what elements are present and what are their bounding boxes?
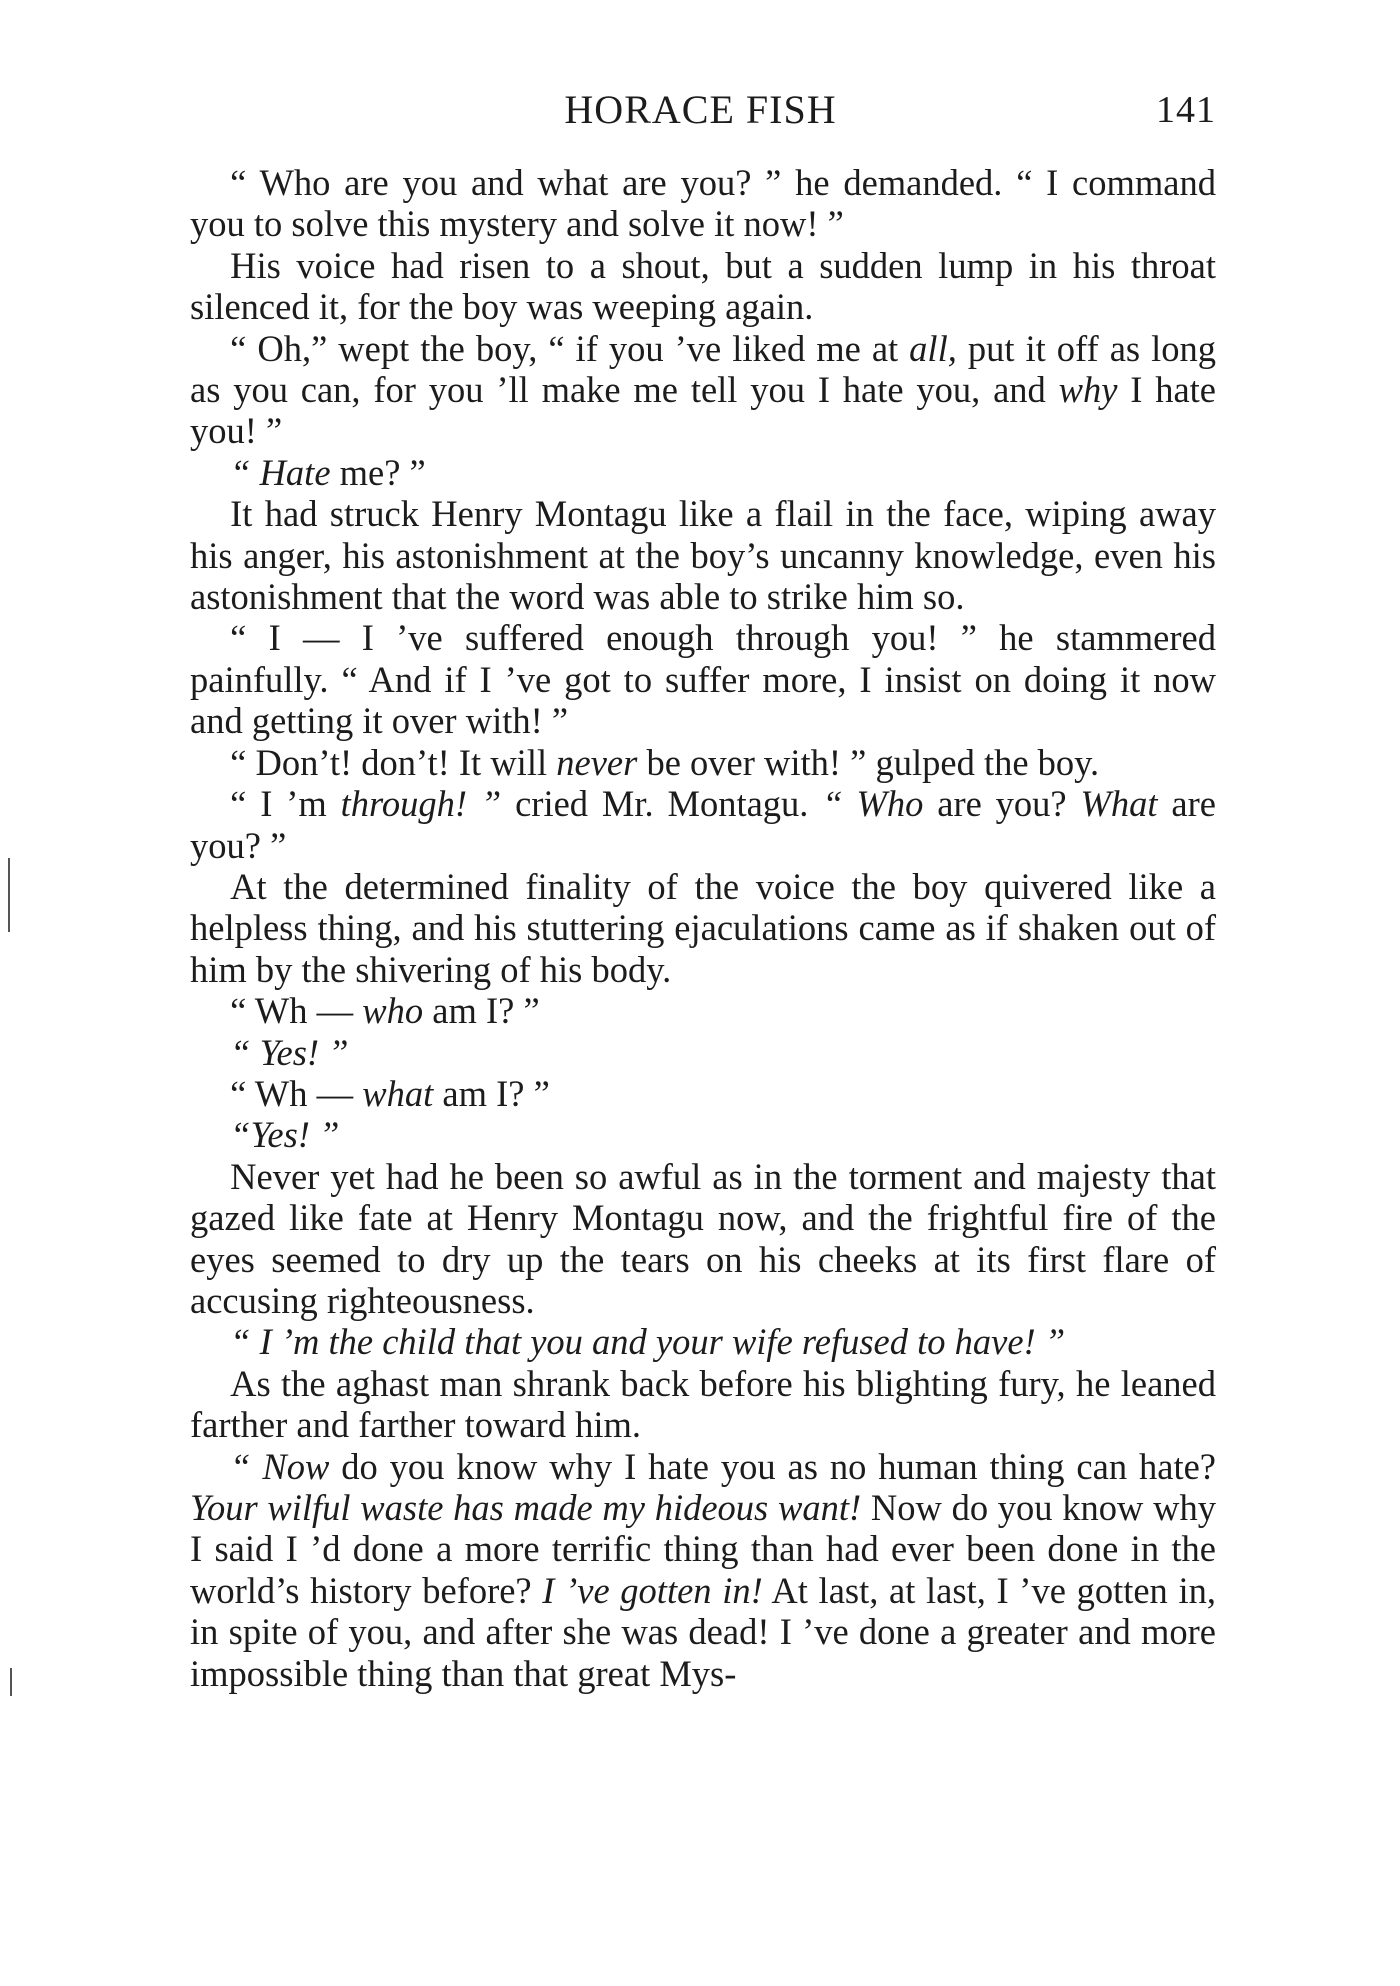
paragraph [190, 328, 1216, 452]
italic-text: all, [909, 327, 957, 369]
text-run: At last, at last, I ’ve gotten in, in spite of you, and after she was dead! I ’ve done a greater and more impossible thing than that great Mys- [190, 1569, 1216, 1694]
paragraph [190, 783, 1216, 866]
text-run: It had struck Henry Montagu like a flail in the face, wiping away his anger, his astonishment at the boy’s uncanny knowledge, even his astonishment that the word was able to strike him so. [190, 493, 1216, 618]
running-title: HORACE FISH [564, 87, 837, 132]
paragraph [190, 1321, 1216, 1362]
italic-text: through! ” [340, 783, 502, 825]
body-text [190, 162, 1216, 1694]
text-run: “ Who are you and what are you? ” he demanded. “ I command you to solve this mystery and solve it now! ” [190, 162, 1216, 245]
italic-text: I ’ve gotten in! [542, 1569, 763, 1611]
text-run: do you know why I hate you as no human thing can hate? [329, 1445, 1216, 1487]
text-run: “ Wh — [230, 1072, 363, 1114]
paragraph [190, 866, 1216, 990]
italic-text: “ Who [822, 783, 924, 825]
text-run: cried Mr. Montagu. [501, 783, 823, 825]
italic-text: “ Yes! ” [230, 1031, 349, 1073]
text-run: As the aghast man shrank back before his blighting fury, he leaned farther and farther toward him. [190, 1362, 1216, 1446]
text-run: At the determined finality of the voice the boy quivered like a helpless thing, and his stuttering ejaculations came as if shaken out of him by the shivering of his body. [190, 865, 1216, 990]
paragraph [190, 1114, 1216, 1155]
paragraph [190, 493, 1216, 617]
italic-text: “ Now [230, 1445, 330, 1487]
text-run: me? ” [330, 451, 426, 493]
italic-text: What [1080, 783, 1158, 825]
text-run: are you? [923, 783, 1081, 825]
text-run: “ I — I ’ve suffered enough through you! ” he stammered painfully. “ And if I ’ve got to suffer more, I insist on doing it now and getting it over with! ” [190, 617, 1216, 742]
paragraph [190, 1363, 1216, 1446]
italic-text: “Yes! ” [230, 1114, 340, 1156]
italic-text: never [556, 741, 638, 783]
paragraph [190, 617, 1216, 741]
italic-text: “ I ’m the child that you and your wife refused to have! ” [230, 1321, 1066, 1363]
text-run: “ I ’m [230, 783, 341, 825]
paragraph [190, 1156, 1216, 1322]
italic-text: “ Hate [230, 451, 331, 493]
margin-mark [10, 1668, 12, 1696]
text-run: I hate you! ” [190, 369, 1216, 452]
text-run: be over with! ” gulped the boy. [637, 741, 1100, 783]
text-run: Never yet had he been so awful as in the torment and majesty that gazed like fate at Henry Montagu now, and the frightful fire of the eyes seemed to dry up the tears on his cheeks at its first flare of accusing righteousness. [190, 1155, 1216, 1321]
paragraph [190, 162, 1216, 245]
text-run: His voice had risen to a shout, but a sudden lump in his throat silenced it, for the boy was weeping again. [190, 244, 1216, 328]
paragraph [190, 1073, 1216, 1114]
paragraph [190, 1032, 1216, 1073]
paragraph [190, 990, 1216, 1031]
italic-text: what [362, 1072, 434, 1114]
text-run: “ Oh,” wept the boy, “ if you ’ve liked me at [230, 327, 910, 369]
text-run: “ Wh — [230, 990, 363, 1032]
italic-text: who [362, 990, 424, 1032]
paragraph [190, 452, 1216, 493]
text-run: am I? ” [423, 990, 540, 1032]
paragraph [190, 245, 1216, 328]
italic-text: why [1058, 369, 1118, 411]
text-run: put it off as long as you can, for you ’ll make me tell you I hate you, and [190, 327, 1216, 411]
paragraph [190, 742, 1216, 783]
text-run: are you? ” [190, 783, 1216, 866]
italic-text: Your wilful waste has made my hideous want! [190, 1487, 862, 1528]
margin-mark [8, 858, 10, 932]
text-run: Now do you know why I said I ’d done a more terrific thing than had ever been done in the world’s history before? [190, 1487, 1216, 1611]
paragraph [190, 1446, 1216, 1694]
page-number: 141 [1156, 89, 1216, 131]
text-run: am I? ” [433, 1072, 550, 1114]
page-header [185, 86, 1216, 136]
text-run: “ Don’t! don’t! It will [230, 741, 557, 783]
